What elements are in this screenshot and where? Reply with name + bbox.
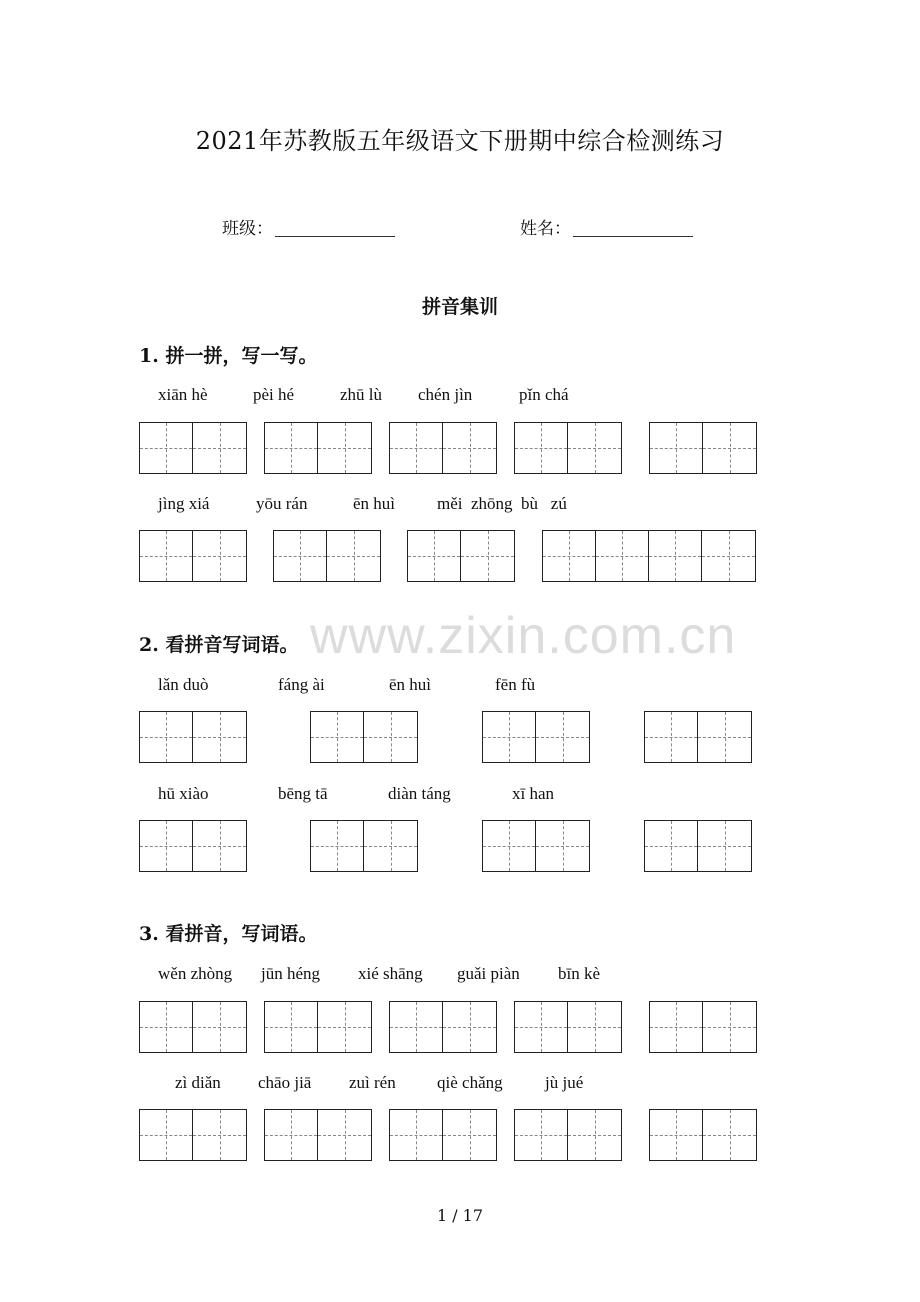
writing-cell[interactable] <box>193 423 246 473</box>
writing-grid[interactable] <box>264 1001 372 1053</box>
pinyin-label: chāo jiā <box>258 1073 312 1092</box>
writing-cell[interactable] <box>596 531 649 581</box>
writing-cell[interactable] <box>536 712 589 762</box>
writing-cell[interactable] <box>698 712 751 762</box>
writing-cell[interactable] <box>515 423 568 473</box>
writing-cell[interactable] <box>193 1110 246 1160</box>
pinyin-label: pǐn chá <box>519 385 569 404</box>
page-number: 1 / 17 <box>436 1206 484 1225</box>
writing-grid[interactable] <box>310 711 418 763</box>
pinyin-label: zhū lù <box>340 385 383 404</box>
writing-grid[interactable] <box>139 1001 247 1053</box>
document-title: 2021年苏教版五年级语文下册期中综合检测练习 <box>195 127 725 155</box>
writing-cell[interactable] <box>140 531 193 581</box>
writing-cell[interactable] <box>193 712 246 762</box>
writing-cell[interactable] <box>311 821 364 871</box>
writing-grid[interactable] <box>389 1001 497 1053</box>
writing-cell[interactable] <box>568 423 621 473</box>
writing-cell[interactable] <box>318 423 371 473</box>
watermark: www.zixin.com.cn <box>310 607 737 665</box>
writing-cell[interactable] <box>265 423 318 473</box>
name-blank[interactable] <box>573 218 693 237</box>
writing-cell[interactable] <box>390 1002 443 1052</box>
writing-grid[interactable] <box>514 1001 622 1053</box>
writing-grid[interactable] <box>644 711 752 763</box>
question-1-title: 1. 拼一拼，写一写。 <box>139 345 318 367</box>
pinyin-label: ēn huì <box>353 494 396 513</box>
pinyin-label: měi zhōng bù zú <box>437 494 567 513</box>
writing-grid[interactable] <box>514 422 622 474</box>
pinyin-label: xī han <box>512 784 555 803</box>
writing-cell[interactable] <box>649 531 702 581</box>
writing-grid[interactable] <box>514 1109 622 1161</box>
writing-cell[interactable] <box>568 1002 621 1052</box>
pinyin-label: wěn zhòng <box>158 964 233 983</box>
writing-grid[interactable] <box>542 530 756 582</box>
writing-cell[interactable] <box>650 1002 703 1052</box>
writing-grid[interactable] <box>264 1109 372 1161</box>
pinyin-label: guǎi piàn <box>457 964 520 983</box>
writing-cell[interactable] <box>443 1002 496 1052</box>
writing-cell[interactable] <box>140 821 193 871</box>
writing-cell[interactable] <box>327 531 380 581</box>
section-title: 拼音集训 <box>421 296 498 318</box>
writing-cell[interactable] <box>568 1110 621 1160</box>
writing-cell[interactable] <box>140 1110 193 1160</box>
writing-grid[interactable] <box>482 820 590 872</box>
writing-cell[interactable] <box>193 821 246 871</box>
writing-cell[interactable] <box>515 1002 568 1052</box>
pinyin-label: fēn fù <box>495 675 536 694</box>
writing-cell[interactable] <box>318 1110 371 1160</box>
pinyin-label: xiān hè <box>158 385 208 404</box>
name-label: 姓名： <box>520 219 571 239</box>
writing-cell[interactable] <box>265 1002 318 1052</box>
writing-cell[interactable] <box>483 712 536 762</box>
writing-cell[interactable] <box>274 531 327 581</box>
name-field[interactable] <box>520 214 693 239</box>
class-blank[interactable] <box>275 218 395 237</box>
writing-cell[interactable] <box>702 531 755 581</box>
pinyin-label: yōu rán <box>256 494 308 513</box>
pinyin-label: chén jìn <box>418 385 473 404</box>
pinyin-label: bēng tā <box>278 784 328 803</box>
writing-cell[interactable] <box>461 531 514 581</box>
writing-cell[interactable] <box>364 712 417 762</box>
writing-grid[interactable] <box>482 711 590 763</box>
writing-cell[interactable] <box>443 1110 496 1160</box>
writing-grid[interactable] <box>389 422 497 474</box>
pinyin-label: jù jué <box>545 1073 584 1092</box>
question-2-title: 2. 看拼音写词语。 <box>139 634 299 656</box>
writing-cell[interactable] <box>408 531 461 581</box>
writing-cell[interactable] <box>703 423 756 473</box>
writing-grid[interactable] <box>264 422 372 474</box>
writing-cell[interactable] <box>650 1110 703 1160</box>
pinyin-label: pèi hé <box>253 385 295 404</box>
pinyin-label: hū xiào <box>158 784 209 803</box>
writing-cell[interactable] <box>483 821 536 871</box>
writing-cell[interactable] <box>536 821 589 871</box>
pinyin-label: ēn huì <box>389 675 432 694</box>
pinyin-label: bīn kè <box>558 964 601 983</box>
question-3-title: 3. 看拼音，写词语。 <box>139 923 318 945</box>
writing-cell[interactable] <box>443 423 496 473</box>
writing-grid[interactable] <box>644 820 752 872</box>
writing-cell[interactable] <box>515 1110 568 1160</box>
writing-cell[interactable] <box>645 821 698 871</box>
writing-cell[interactable] <box>390 1110 443 1160</box>
writing-cell[interactable] <box>140 712 193 762</box>
writing-cell[interactable] <box>364 821 417 871</box>
writing-grid[interactable] <box>139 1109 247 1161</box>
pinyin-label: lǎn duò <box>158 675 209 694</box>
writing-grid[interactable] <box>649 422 757 474</box>
writing-cell[interactable] <box>390 423 443 473</box>
writing-grid[interactable] <box>139 711 247 763</box>
writing-cell[interactable] <box>311 712 364 762</box>
pinyin-label: jìng xiá <box>158 494 210 513</box>
writing-cell[interactable] <box>698 821 751 871</box>
writing-grid[interactable] <box>649 1001 757 1053</box>
writing-grid[interactable] <box>407 530 515 582</box>
writing-cell[interactable] <box>650 423 703 473</box>
writing-cell[interactable] <box>140 1002 193 1052</box>
writing-cell[interactable] <box>645 712 698 762</box>
writing-cell[interactable] <box>703 1110 756 1160</box>
pinyin-label: xié shāng <box>358 964 423 983</box>
pinyin-label: zì diǎn <box>175 1073 221 1092</box>
writing-grid[interactable] <box>273 530 381 582</box>
class-label: 班级： <box>222 219 273 239</box>
pinyin-label: diàn táng <box>388 784 451 803</box>
writing-cell[interactable] <box>140 423 193 473</box>
pinyin-label: jūn héng <box>261 964 321 983</box>
pinyin-label: zuì rén <box>349 1073 396 1092</box>
writing-cell[interactable] <box>265 1110 318 1160</box>
writing-grid[interactable] <box>649 1109 757 1161</box>
pinyin-label: fáng ài <box>278 675 325 694</box>
writing-cell[interactable] <box>193 531 246 581</box>
writing-grid[interactable] <box>310 820 418 872</box>
writing-grid[interactable] <box>139 820 247 872</box>
writing-cell[interactable] <box>703 1002 756 1052</box>
writing-grid[interactable] <box>139 422 247 474</box>
writing-cell[interactable] <box>543 531 596 581</box>
writing-cell[interactable] <box>318 1002 371 1052</box>
pinyin-label: qiè chǎng <box>437 1073 503 1092</box>
writing-grid[interactable] <box>139 530 247 582</box>
class-field[interactable] <box>222 214 395 239</box>
writing-grid[interactable] <box>389 1109 497 1161</box>
writing-cell[interactable] <box>193 1002 246 1052</box>
